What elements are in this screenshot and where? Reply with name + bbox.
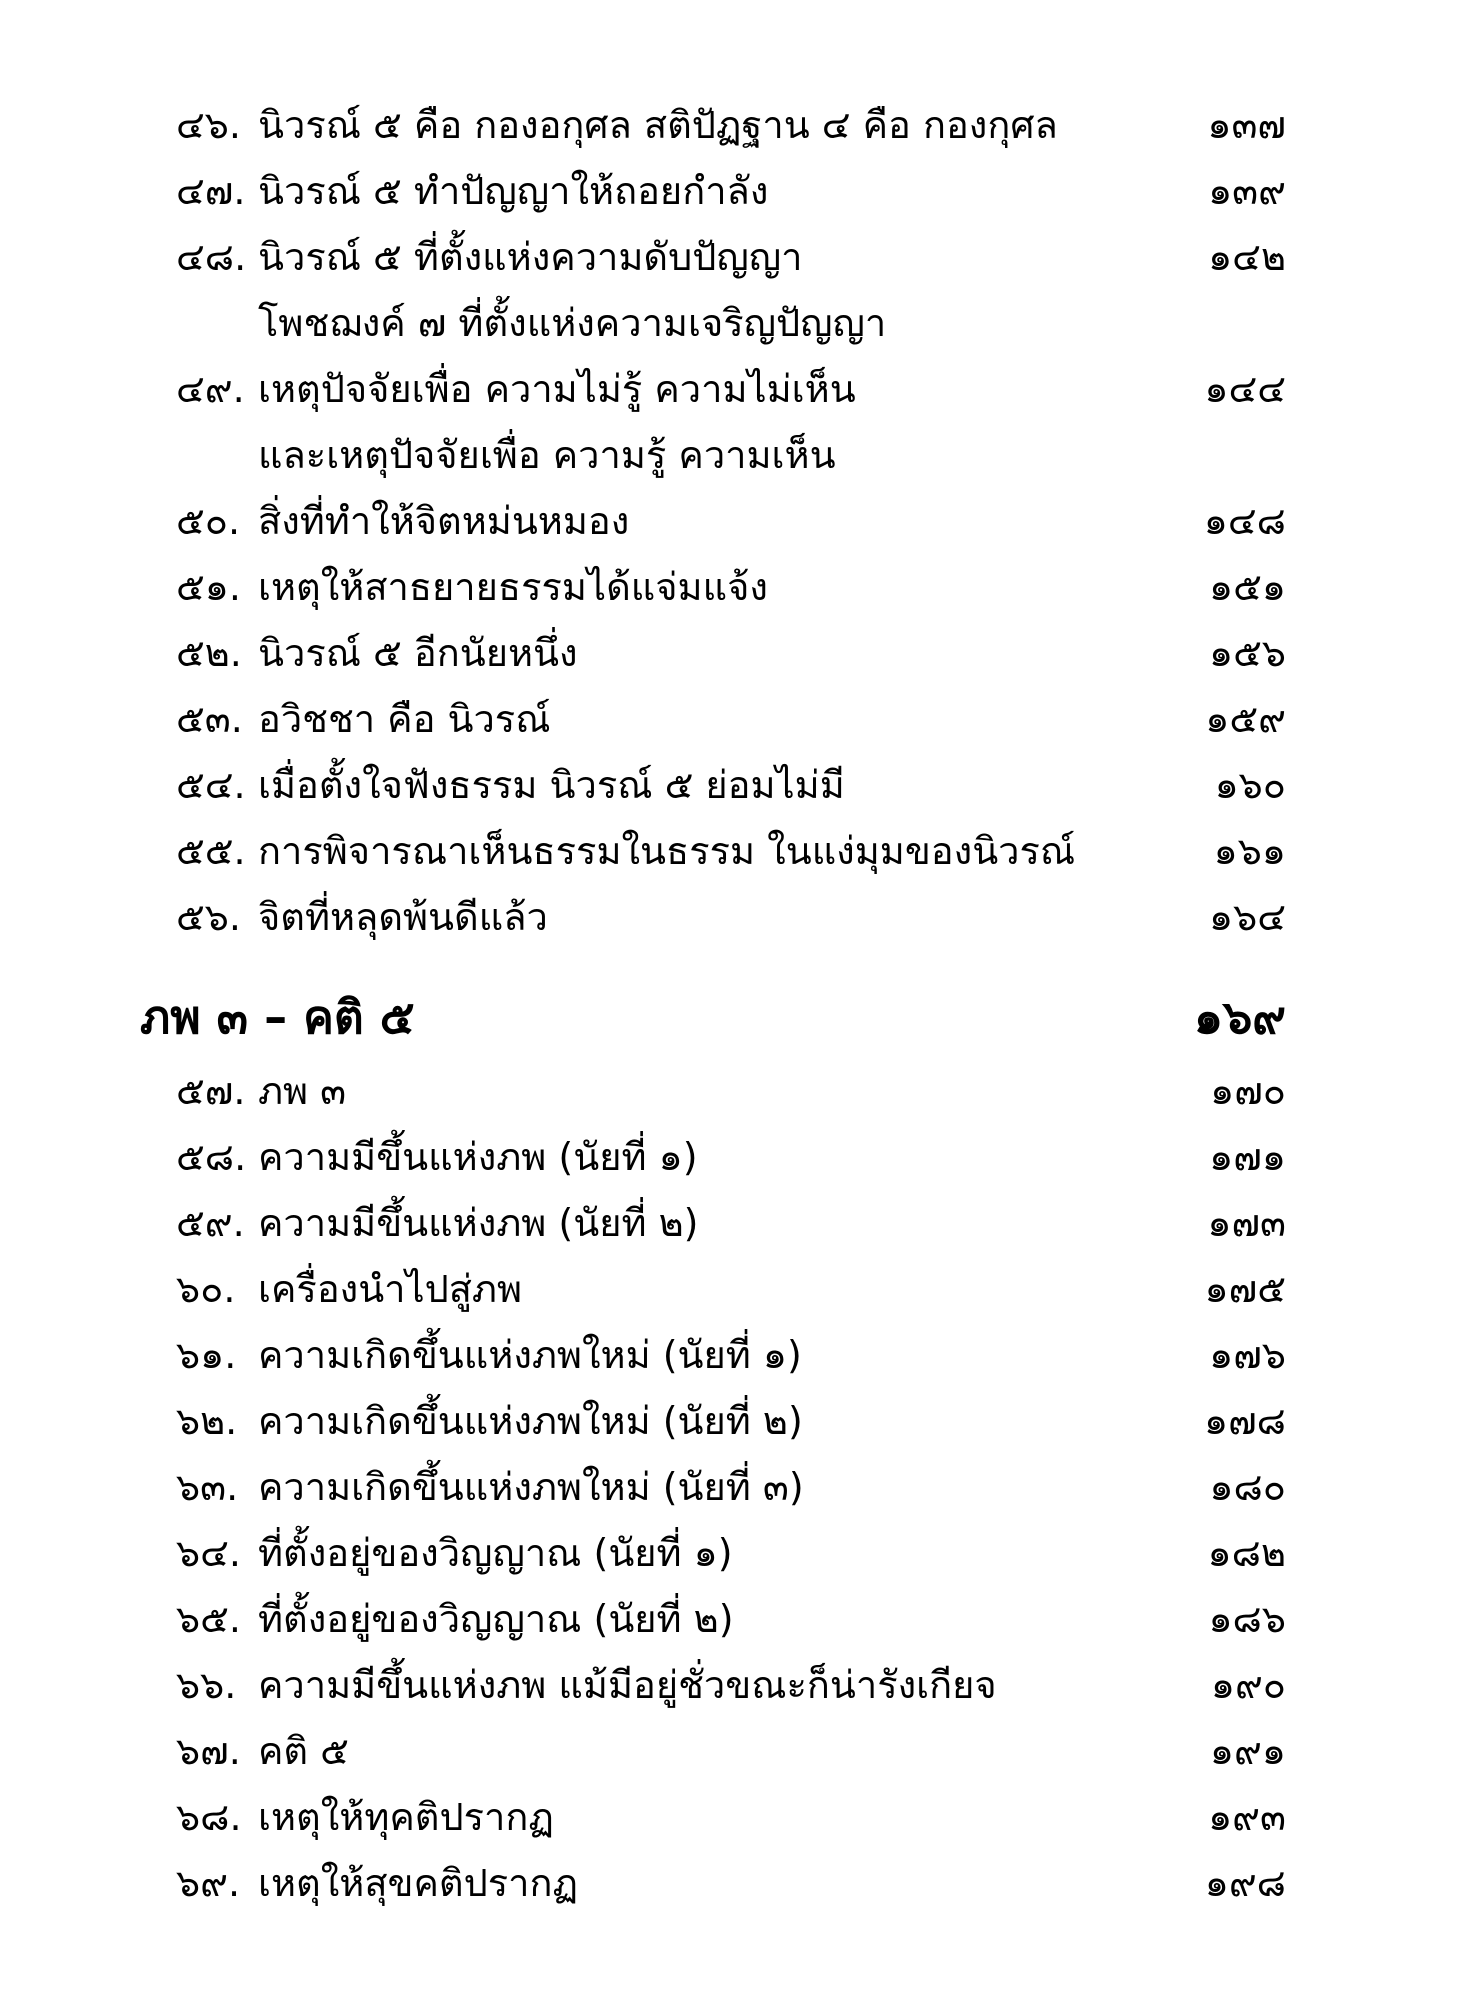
entry-page: ๑๙๐ [1210, 1663, 1286, 1707]
toc-entry[interactable] [0, 818, 1476, 884]
entry-title-continuation: โพชฌงค์ ๗ ที่ตั้งแห่งความเจริญปัญญา [258, 301, 887, 345]
entry-page: ๑๕๖ [1208, 631, 1286, 675]
entry-title: นิวรณ์ ๕ ทำปัญญาให้ถอยกำลัง [258, 169, 769, 213]
entry-number: ๖๓. [176, 1465, 239, 1509]
entry-page: ๑๘๖ [1208, 1597, 1286, 1641]
entry-page: ๑๗๑ [1209, 1135, 1286, 1179]
entry-page: ๑๘๒ [1207, 1531, 1286, 1575]
entry-title: เหตุปัจจัยเพื่อ ความไม่รู้ ความไม่เห็น [258, 367, 856, 411]
section-heading[interactable] [0, 984, 1476, 1050]
entry-page: ๑๙๑ [1209, 1729, 1286, 1773]
section-page: ๑๖๙ [1193, 990, 1286, 1044]
toc-entry[interactable] [0, 686, 1476, 752]
toc-entry-continuation [0, 290, 1476, 356]
entry-number: ๖๒. [176, 1399, 238, 1443]
toc-entry[interactable] [0, 1454, 1476, 1520]
entry-page: ๑๗๖ [1209, 1333, 1286, 1377]
entry-page: ๑๕๙ [1205, 697, 1286, 741]
entry-number: ๕๔. [176, 763, 246, 807]
entry-page: ๑๔๔ [1204, 367, 1286, 411]
toc-entry[interactable] [0, 620, 1476, 686]
entry-page: ๑๖๑ [1213, 829, 1286, 873]
entry-page: ๑๗๕ [1204, 1267, 1286, 1311]
entry-page: ๑๖๐ [1214, 763, 1286, 807]
toc-entry-continuation [0, 422, 1476, 488]
entry-title: ความมีขึ้นแห่งภพ (นัยที่ ๒) [258, 1201, 699, 1245]
entry-number: ๖๖. [176, 1663, 237, 1707]
entry-number: ๖๑. [176, 1333, 237, 1377]
entry-number: ๖๔. [176, 1531, 241, 1575]
entry-page: ๑๕๑ [1208, 565, 1286, 609]
entry-title: ความเกิดขึ้นแห่งภพใหม่ (นัยที่ ๒) [258, 1399, 803, 1443]
toc-entry[interactable] [0, 1784, 1476, 1850]
entry-page: ๑๙๘ [1204, 1861, 1286, 1905]
entry-title: เหตุให้สาธยายธรรมได้แจ่มแจ้ง [258, 565, 768, 609]
entry-title: ความเกิดขึ้นแห่งภพใหม่ (นัยที่ ๑) [258, 1333, 802, 1377]
entry-title: สิ่งที่ทำให้จิตหม่นหมอง [258, 499, 630, 543]
section-title: ภพ ๓ – คติ ๕ [140, 990, 415, 1044]
toc-entry[interactable] [0, 158, 1476, 224]
entry-page: ๑๙๓ [1208, 1795, 1286, 1839]
toc-entry[interactable] [0, 1124, 1476, 1190]
toc-entry[interactable] [0, 1190, 1476, 1256]
entry-page: ๑๔๒ [1208, 235, 1286, 279]
entry-page: ๑๓๙ [1208, 169, 1286, 213]
toc-entry[interactable] [0, 554, 1476, 620]
entry-page: ๑๔๘ [1203, 499, 1286, 543]
entry-number: ๕๓. [176, 697, 243, 741]
toc-entry[interactable] [0, 752, 1476, 818]
entry-number: ๔๘. [176, 235, 247, 279]
entry-page: ๑๗๘ [1203, 1399, 1286, 1443]
entry-title: ความเกิดขึ้นแห่งภพใหม่ (นัยที่ ๓) [258, 1465, 804, 1509]
entry-number: ๕๕. [176, 829, 246, 873]
toc-entry[interactable] [0, 1388, 1476, 1454]
entry-title: ที่ตั้งอยู่ของวิญญาณ (นัยที่ ๒) [258, 1597, 734, 1641]
entry-title: นิวรณ์ ๕ คือ กองอกุศล สติปัฏฐาน ๔ คือ กองกุศล [258, 103, 1058, 147]
entry-title: เหตุให้ทุคติปรากฏ [258, 1795, 554, 1839]
toc-entry[interactable] [0, 1058, 1476, 1124]
entry-number: ๕๖. [176, 895, 241, 939]
entry-number: ๖๕. [176, 1597, 241, 1641]
entry-number: ๕๒. [176, 631, 242, 675]
toc-entry[interactable] [0, 1520, 1476, 1586]
entry-number: ๖๐. [176, 1267, 236, 1311]
entry-title: นิวรณ์ ๕ อีกนัยหนึ่ง [258, 631, 578, 675]
entry-number: ๖๙. [176, 1861, 241, 1905]
toc-entry[interactable] [0, 1718, 1476, 1784]
entry-title: จิตที่หลุดพ้นดีแล้ว [258, 895, 548, 939]
entry-title: ความมีขึ้นแห่งภพ (นัยที่ ๑) [258, 1135, 698, 1179]
entry-title-continuation: และเหตุปัจจัยเพื่อ ความรู้ ความเห็น [258, 433, 836, 477]
entry-title: ภพ ๓ [258, 1069, 347, 1113]
entry-page: ๑๓๗ [1207, 103, 1286, 147]
entry-number: ๕๙. [176, 1201, 245, 1245]
entry-number: ๔๗. [176, 169, 246, 213]
entry-number: ๕๗. [176, 1069, 246, 1113]
toc-entry[interactable] [0, 1652, 1476, 1718]
toc-entry[interactable] [0, 1322, 1476, 1388]
entry-title: เครื่องนำไปสู่ภพ [258, 1267, 523, 1311]
entry-title: นิวรณ์ ๕ ที่ตั้งแห่งความดับปัญญา [258, 235, 803, 279]
entry-title: อวิชชา คือ นิวรณ์ [258, 697, 551, 741]
toc-entry[interactable] [0, 356, 1476, 422]
entry-title: ที่ตั้งอยู่ของวิญญาณ (นัยที่ ๑) [258, 1531, 733, 1575]
entry-page: ๑๗๐ [1210, 1069, 1286, 1113]
toc-entry[interactable] [0, 1256, 1476, 1322]
entry-number: ๕๘. [176, 1135, 247, 1179]
entry-number: ๕๑. [176, 565, 241, 609]
entry-page: ๑๖๔ [1208, 895, 1286, 939]
entry-title: ความมีขึ้นแห่งภพ แม้มีอยู่ชั่วขณะก็น่ารังเกียจ [258, 1663, 997, 1707]
toc-entry[interactable] [0, 1850, 1476, 1916]
entry-title: การพิจารณาเห็นธรรมในธรรม ในแง่มุมของนิวรณ์ [258, 829, 1076, 873]
entry-number: ๕๐. [176, 499, 241, 543]
entry-number: ๔๙. [176, 367, 245, 411]
toc-entry[interactable] [0, 224, 1476, 290]
entry-number: ๔๖. [176, 103, 241, 147]
entry-page: ๑๘๐ [1209, 1465, 1286, 1509]
toc-entry[interactable] [0, 488, 1476, 554]
toc-entry[interactable] [0, 884, 1476, 950]
entry-title: เมื่อตั้งใจฟังธรรม นิวรณ์ ๕ ย่อมไม่มี [258, 763, 845, 807]
toc-entry[interactable] [0, 1586, 1476, 1652]
entry-number: ๖๗. [176, 1729, 241, 1773]
entry-title: เหตุให้สุขคติปรากฏ [258, 1861, 578, 1905]
toc-entry[interactable] [0, 92, 1476, 158]
entry-title: คติ ๕ [258, 1729, 349, 1773]
entry-page: ๑๗๓ [1207, 1201, 1286, 1245]
entry-number: ๖๘. [176, 1795, 242, 1839]
